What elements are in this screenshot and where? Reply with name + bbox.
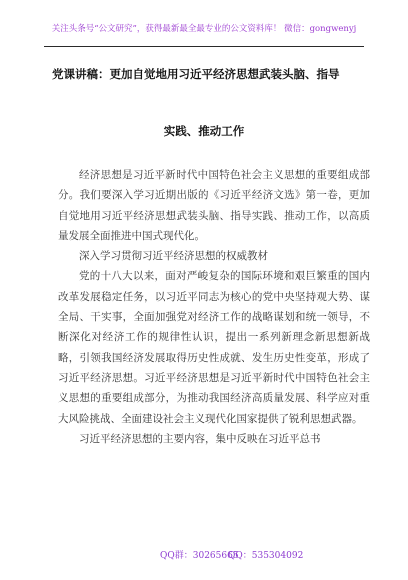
section-heading: 深入学习贯彻习近平经济思想的权威教材: [79, 250, 268, 263]
document-body: [58, 165, 370, 449]
document-title-line-2: 实践、推动工作: [163, 124, 245, 138]
paragraph-continued: 习近平经济思想的主要内容，集中反映在习近平总书: [79, 432, 321, 445]
paragraph-intro: 经济思想是习近平新时代中国特色社会主义思想的重要组成部分。我们要深入学习近期出版的《习近平经济文选》第一卷，更加自觉地用习近平经济思想武装头脑、指导实践、推动工作，以高质量发展全面推进中国式现代化。: [58, 169, 370, 242]
header-divider: [44, 46, 364, 47]
document-title-line-1: 党课讲稿：更加自觉地用习近平经济思想武装头脑、指导: [52, 67, 340, 81]
contact-footer: [0, 548, 408, 562]
paragraph-main: 党的十八大以来，面对严峻复杂的国际环境和艰巨繁重的国内改革发展稳定任务，以习近平同志为核心的党中央坚持观大势、谋全局、干实事，全面加强党对经济工作的战略谋划和统一领导，不断深化对经济工作的规律性认识，提出一系列新理念新思想新战略，引领我国经济发展取得历史性成就、发生历史性变革，形成了习近平经济思想。习近平经济思想是习近平新时代中国特色社会主义思想的重要组成部分，为推动我国经济高质量发展、科学应对重大风险挑战、全面建设社会主义现代化国家提供了锐利思想武器。: [58, 270, 370, 425]
promo-header: 关注头条号“公文研究”，获得最新最全最专业的公文资料库！ 微信：gongwenyj: [51, 24, 357, 34]
qq-group-number: QQ群：30265665: [160, 551, 239, 561]
qq-number: QQ：535304092: [228, 551, 304, 561]
